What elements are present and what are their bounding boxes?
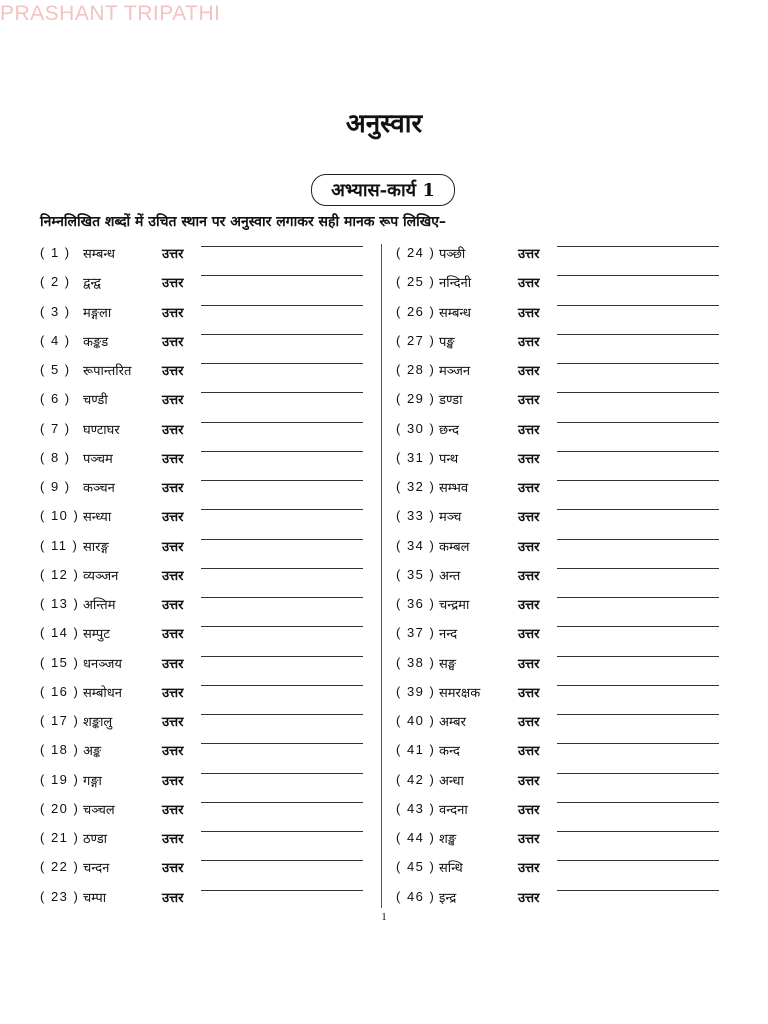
answer-label: उत्तर: [162, 861, 184, 877]
item-word: पञ्चम: [83, 451, 113, 467]
item-number: ( 30 ): [396, 420, 436, 436]
answer-line: [557, 246, 719, 247]
answer-label: उत्तर: [162, 393, 184, 409]
item-number: ( 35 ): [396, 566, 436, 582]
item-word: डण्डा: [439, 393, 463, 409]
answer-line: [201, 743, 363, 744]
item-number: ( 28 ): [396, 362, 436, 377]
answer-label: उत्तर: [162, 598, 184, 613]
answer-line: [557, 773, 719, 774]
item-number: ( 16 ): [40, 683, 80, 699]
page-number: 1: [381, 911, 387, 923]
item-number: ( 37 ): [396, 625, 436, 641]
exercise-badge: अभ्यास-कार्य 1: [311, 174, 455, 206]
item-word: कम्बल: [439, 539, 470, 555]
item-number: ( 14 ): [40, 625, 80, 641]
item-number: ( 1 ): [40, 245, 71, 260]
item-word: सम्पुट: [83, 627, 110, 643]
answer-label: उत्तर: [518, 481, 540, 496]
item-number: ( 17 ): [40, 713, 80, 728]
item-number: ( 13 ): [40, 596, 80, 611]
answer-label: उत्तर: [162, 715, 184, 730]
answer-label: उत्तर: [518, 334, 540, 350]
answer-line: [201, 451, 363, 452]
answer-label: उत्तर: [518, 715, 540, 730]
answer-line: [201, 275, 363, 276]
answer-label: उत्तर: [162, 451, 184, 467]
item-word: चम्पा: [83, 890, 107, 906]
item-word: अन्धा: [439, 773, 464, 789]
answer-line: [201, 656, 363, 657]
answer-label: उत्तर: [518, 802, 540, 818]
item-number: ( 27 ): [396, 332, 436, 348]
answer-line: [201, 392, 363, 393]
item-word: द्वन्द्व: [83, 276, 101, 292]
item-word: सम्बोधन: [83, 685, 123, 701]
column-divider: [381, 244, 382, 908]
item-word: सारङ्ग: [83, 539, 109, 555]
answer-label: उत्तर: [518, 422, 540, 438]
answer-label: उत्तर: [162, 510, 184, 526]
item-word: ठण्डा: [83, 832, 108, 847]
item-number: ( 31 ): [396, 449, 436, 465]
item-number: ( 10 ): [40, 508, 80, 524]
item-number: ( 40 ): [396, 713, 436, 728]
answer-label: उत्तर: [518, 510, 540, 526]
item-number: ( 44 ): [396, 830, 436, 845]
answer-label: उत्तर: [162, 481, 184, 496]
answer-line: [201, 480, 363, 481]
item-word: अन्तिम: [83, 598, 116, 613]
item-number: ( 29 ): [396, 391, 436, 407]
answer-label: उत्तर: [518, 685, 540, 701]
item-word: घण्टाघर: [83, 422, 120, 438]
answer-line: [557, 422, 719, 423]
answer-label: उत्तर: [162, 890, 184, 906]
answer-line: [201, 685, 363, 686]
answer-line: [201, 568, 363, 569]
item-word: सम्बन्ध: [439, 305, 472, 321]
answer-line: [557, 334, 719, 335]
item-word: नन्दिनी: [439, 276, 472, 292]
answer-label: उत्तर: [518, 861, 540, 877]
answer-line: [201, 890, 363, 891]
item-word: अङ्क: [83, 744, 102, 760]
item-word: चन्द्रमा: [439, 598, 470, 613]
item-number: ( 41 ): [396, 742, 436, 758]
item-word: कन्द: [439, 744, 460, 760]
item-number: ( 12 ): [40, 566, 80, 582]
item-word: इन्द्र: [439, 890, 457, 906]
answer-line: [557, 714, 719, 715]
answer-label: उत्तर: [162, 247, 184, 262]
answer-line: [557, 685, 719, 686]
item-number: ( 42 ): [396, 771, 436, 787]
answer-label: उत्तर: [518, 393, 540, 409]
item-word: सम्बन्ध: [83, 247, 116, 262]
item-number: ( 2 ): [40, 274, 71, 290]
item-number: ( 32 ): [396, 479, 436, 494]
answer-line: [557, 275, 719, 276]
answer-line: [201, 714, 363, 715]
item-word: रूपान्तरित: [83, 364, 132, 379]
answer-line: [557, 860, 719, 861]
item-number: ( 3 ): [40, 303, 71, 319]
item-word: समरक्षक: [439, 685, 481, 701]
answer-label: उत्तर: [518, 276, 540, 292]
answer-line: [557, 451, 719, 452]
item-number: ( 22 ): [40, 859, 80, 875]
item-number: ( 34 ): [396, 537, 436, 553]
item-word: सङ्घ: [439, 656, 457, 672]
answer-line: [557, 802, 719, 803]
item-word: नन्द: [439, 627, 458, 643]
item-word: चण्डी: [83, 393, 108, 409]
answer-line: [557, 831, 719, 832]
item-word: पन्थ: [439, 451, 459, 467]
answer-label: उत्तर: [162, 685, 184, 701]
answer-label: उत्तर: [518, 364, 540, 379]
item-number: ( 15 ): [40, 654, 80, 670]
item-word: गङ्गा: [83, 773, 102, 789]
item-word: मञ्च: [439, 510, 462, 526]
answer-line: [201, 802, 363, 803]
answer-label: उत्तर: [162, 773, 184, 789]
answer-line: [201, 246, 363, 247]
answer-label: उत्तर: [518, 539, 540, 555]
item-number: ( 24 ): [396, 245, 436, 260]
item-number: ( 18 ): [40, 742, 80, 758]
answer-line: [201, 334, 363, 335]
answer-line: [201, 773, 363, 774]
item-number: ( 21 ): [40, 830, 80, 845]
answer-label: उत्तर: [518, 656, 540, 672]
answer-label: उत्तर: [162, 276, 184, 292]
answer-label: उत्तर: [518, 568, 540, 584]
answer-label: उत्तर: [518, 627, 540, 643]
page-title: अनुस्वार: [345, 109, 423, 139]
item-word: कङ्कड: [83, 334, 109, 350]
answer-line: [557, 539, 719, 540]
answer-line: [201, 363, 363, 364]
answer-line: [557, 890, 719, 891]
item-word: चन्दन: [83, 861, 110, 877]
answer-line: [201, 597, 363, 598]
item-number: ( 39 ): [396, 683, 436, 699]
item-word: वन्दना: [439, 802, 468, 818]
item-word: शङ्ख: [439, 832, 457, 847]
answer-label: उत्तर: [518, 744, 540, 760]
item-number: ( 20 ): [40, 800, 80, 816]
answer-label: उत्तर: [518, 773, 540, 789]
answer-line: [201, 305, 363, 306]
answer-label: उत्तर: [162, 539, 184, 555]
answer-line: [201, 626, 363, 627]
item-number: ( 46 ): [396, 888, 436, 904]
item-word: छन्द: [439, 422, 460, 438]
answer-label: उत्तर: [162, 802, 184, 818]
answer-label: उत्तर: [518, 832, 540, 847]
answer-line: [557, 743, 719, 744]
answer-line: [557, 597, 719, 598]
item-word: व्यञ्जन: [83, 568, 119, 584]
item-word: सन्धि: [439, 861, 463, 877]
item-word: कञ्चन: [83, 481, 115, 496]
item-word: सन्ध्या: [83, 510, 112, 526]
item-number: ( 36 ): [396, 596, 436, 611]
answer-label: उत्तर: [162, 422, 184, 438]
answer-label: उत्तर: [518, 305, 540, 321]
item-word: अम्बर: [439, 715, 466, 730]
answer-line: [557, 305, 719, 306]
answer-label: उत्तर: [518, 890, 540, 906]
answer-label: उत्तर: [518, 598, 540, 613]
answer-label: उत्तर: [162, 656, 184, 672]
answer-line: [201, 422, 363, 423]
item-number: ( 45 ): [396, 859, 436, 875]
answer-line: [201, 860, 363, 861]
item-word: शङ्कालु: [83, 715, 113, 730]
answer-line: [557, 656, 719, 657]
answer-line: [201, 509, 363, 510]
item-number: ( 11 ): [40, 537, 79, 553]
answer-label: उत्तर: [518, 247, 540, 262]
answer-label: उत्तर: [162, 305, 184, 321]
item-number: ( 25 ): [396, 274, 436, 290]
item-word: अन्त: [439, 568, 461, 584]
answer-label: उत्तर: [162, 568, 184, 584]
answer-line: [201, 539, 363, 540]
answer-line: [557, 392, 719, 393]
item-number: ( 9 ): [40, 479, 71, 494]
answer-label: उत्तर: [162, 364, 184, 379]
item-word: धनञ्जय: [83, 656, 122, 672]
instruction-text: निम्नलिखित शब्दों में उचित स्थान पर अनुस्वार लगाकर सही मानक रूप लिखिए–: [40, 214, 446, 230]
item-word: सम्भव: [439, 481, 469, 496]
item-number: ( 8 ): [40, 449, 71, 465]
item-word: पङ्ख: [439, 334, 455, 350]
item-word: चञ्चल: [83, 802, 115, 818]
item-word: मञ्जन: [439, 364, 471, 379]
item-number: ( 43 ): [396, 800, 436, 816]
item-number: ( 23 ): [40, 888, 80, 904]
watermark-text: PRASHANT TRIPATHI: [0, 2, 221, 25]
answer-label: उत्तर: [518, 451, 540, 467]
answer-line: [557, 509, 719, 510]
item-number: ( 19 ): [40, 771, 80, 787]
answer-label: उत्तर: [162, 627, 184, 643]
answer-line: [201, 831, 363, 832]
item-number: ( 7 ): [40, 420, 71, 436]
item-number: ( 33 ): [396, 508, 436, 524]
answer-line: [557, 626, 719, 627]
item-word: मङ्गला: [83, 305, 112, 321]
answer-label: उत्तर: [162, 744, 184, 760]
answer-label: उत्तर: [162, 334, 184, 350]
item-number: ( 38 ): [396, 654, 436, 670]
answer-line: [557, 480, 719, 481]
item-number: ( 4 ): [40, 332, 71, 348]
answer-line: [557, 363, 719, 364]
answer-line: [557, 568, 719, 569]
item-word: पञ्छी: [439, 247, 466, 262]
item-number: ( 5 ): [40, 362, 71, 377]
item-number: ( 6 ): [40, 391, 71, 407]
item-number: ( 26 ): [396, 303, 436, 319]
answer-label: उत्तर: [162, 832, 184, 847]
